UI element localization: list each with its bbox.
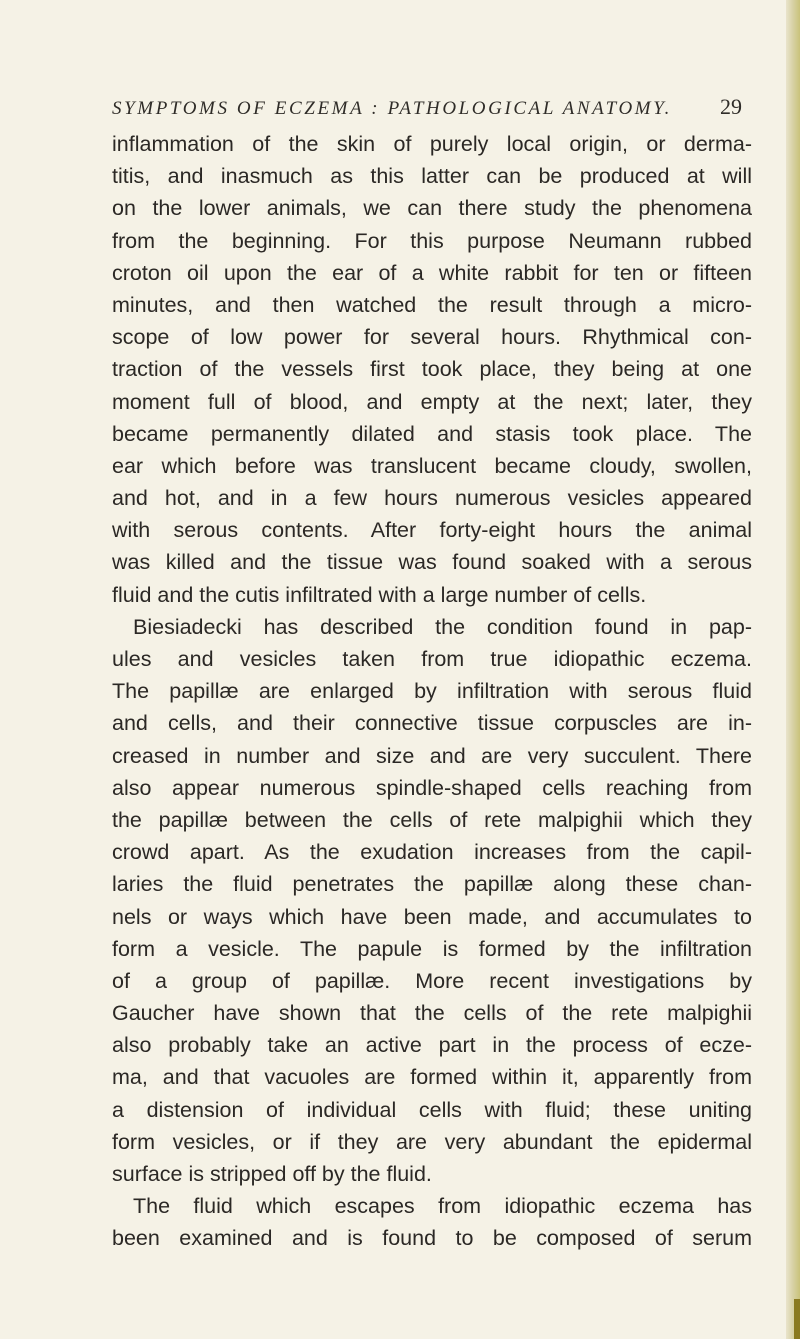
text-line: and hot, and in a few hours numerous vesicles appeared <box>112 486 752 511</box>
text-line: also probably take an active part in the process of ecze- <box>112 1033 752 1058</box>
text-line: on the lower animals, we can there study the phenomena <box>112 196 752 221</box>
text-line: inflammation of the skin of purely local origin, or derma- <box>112 132 752 156</box>
page-header <box>112 80 752 119</box>
text-line: a distension of individual cells with fluid; these uniting <box>112 1097 752 1122</box>
text-line: surface is stripped off by the fluid. <box>112 1162 432 1186</box>
paragraph-start-line: Biesiadecki has described the condition found in pap- <box>133 614 752 639</box>
text-line: fluid and the cutis infiltrated with a large number of cells. <box>112 582 647 607</box>
text-line: laries the fluid penetrates the papillæ along these chan- <box>112 872 752 897</box>
text-line: of a group of papillæ. More recent investigations by <box>112 968 752 993</box>
text-line: became permanently dilated and stasis took place. The <box>112 421 752 446</box>
text-line: Gaucher have shown that the cells of the rete malpighii <box>112 1001 752 1026</box>
text-line: moment full of blood, and empty at the next; later, they <box>112 389 752 414</box>
body-text <box>112 128 752 1255</box>
text-line: and cells, and their connective tissue corpuscles are in- <box>112 711 752 736</box>
text-line: crowd apart. As the exudation increases from the capil- <box>112 840 752 865</box>
text-line: ules and vesicles taken from true idiopathic eczema. <box>112 647 752 671</box>
text-line: nels or ways which have been made, and accumulates to <box>112 904 752 929</box>
text-line: titis, and inasmuch as this latter can be produced at will <box>112 164 752 189</box>
text-line: ear which before was translucent became cloudy, swollen, <box>112 453 752 478</box>
text-line: also appear numerous spindle-shaped cells reaching from <box>112 775 752 800</box>
text-line: creased in number and size and are very succulent. There <box>112 743 752 768</box>
page-edge-mark <box>794 1299 800 1339</box>
page-edge <box>786 0 800 1339</box>
text-line: with serous contents. After forty-eight hours the animal <box>112 518 752 543</box>
text-line: minutes, and then watched the result through a micro- <box>112 292 752 317</box>
text-line: scope of low power for several hours. Rhythmical con- <box>112 325 752 350</box>
text-line: been examined and is found to be composed of serum <box>112 1226 752 1251</box>
text-line: from the beginning. For this purpose Neumann rubbed <box>112 228 752 253</box>
text-line: form vesicles, or if they are very abundant the epidermal <box>112 1129 752 1154</box>
text-line: was killed and the tissue was found soaked with a serous <box>112 550 752 575</box>
page-number: 29 <box>720 94 742 119</box>
paragraph-start-line: The fluid which escapes from idiopathic eczema has <box>133 1194 752 1219</box>
running-head: SYMPTOMS OF ECZEMA : PATHOLOGICAL ANATOMY. <box>112 98 673 119</box>
text-line: ma, and that vacuoles are formed within it, apparently from <box>112 1065 752 1090</box>
text-line: the papillæ between the cells of rete malpighii which they <box>112 807 752 832</box>
text-line: croton oil upon the ear of a white rabbit for ten or fifteen <box>112 260 752 285</box>
text-line: The papillæ are enlarged by infiltration with serous fluid <box>112 679 752 704</box>
text-line: traction of the vessels first took place, they being at one <box>112 357 752 382</box>
text-line: form a vesicle. The papule is formed by the infiltration <box>112 936 752 961</box>
